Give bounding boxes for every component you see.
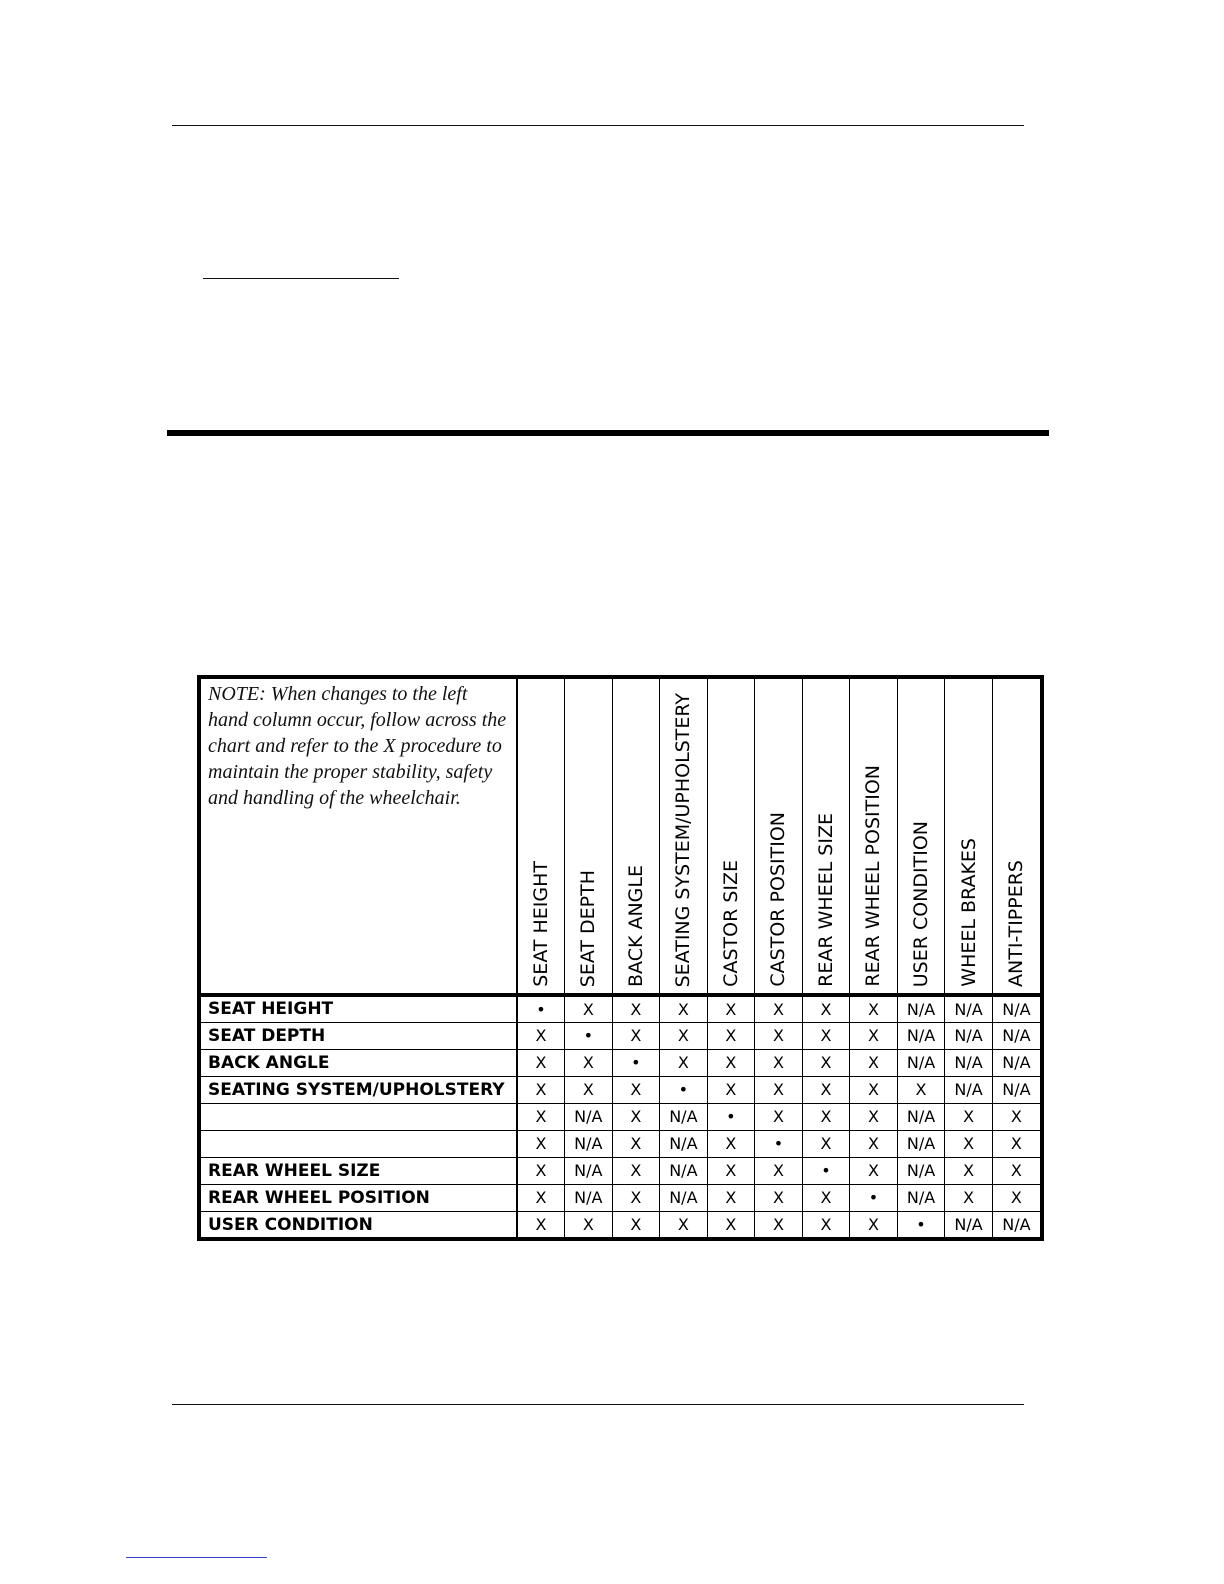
row-label: BACK ANGLE: [201, 1049, 517, 1076]
row-label: USER CONDITION: [201, 1211, 517, 1238]
table-cell: X: [850, 995, 898, 1022]
column-header-label: SEAT DEPTH: [577, 869, 600, 987]
table-cell: X: [850, 1049, 898, 1076]
table-cell: N/A: [897, 1022, 945, 1049]
header-divider: [172, 125, 1024, 126]
table-cell: X: [707, 1157, 755, 1184]
table-cell: X: [802, 1103, 850, 1130]
table-cell: X: [517, 1130, 565, 1157]
table-cell: N/A: [992, 1076, 1040, 1103]
table-body: [201, 995, 1040, 1238]
table-cell: X: [612, 1076, 660, 1103]
column-header: [755, 679, 803, 995]
table-cell: N/A: [897, 1130, 945, 1157]
table-cell: X: [612, 995, 660, 1022]
table-cell: •: [755, 1130, 803, 1157]
table-cell: •: [565, 1022, 613, 1049]
table-cell: X: [612, 1157, 660, 1184]
table-cell: X: [945, 1184, 993, 1211]
table-cell: X: [992, 1130, 1040, 1157]
table-cell: X: [802, 1184, 850, 1211]
table-cell: X: [517, 1211, 565, 1238]
column-header-label: BACK ANGLE: [624, 865, 647, 987]
table-cell: X: [992, 1103, 1040, 1130]
table-cell: X: [755, 1076, 803, 1103]
table-cell: X: [755, 1184, 803, 1211]
table-cell: X: [850, 1022, 898, 1049]
table-row: [201, 1022, 1040, 1049]
table-cell: N/A: [660, 1157, 708, 1184]
table-cell: X: [802, 1022, 850, 1049]
table-cell: X: [660, 1211, 708, 1238]
table-cell: X: [802, 1076, 850, 1103]
table-cell: X: [707, 1184, 755, 1211]
table-cell: N/A: [660, 1184, 708, 1211]
table-cell: X: [897, 1076, 945, 1103]
adjustment-table: [201, 679, 1040, 1238]
table-cell: N/A: [945, 1049, 993, 1076]
table-cell: X: [802, 995, 850, 1022]
table-cell: N/A: [945, 995, 993, 1022]
table-cell: N/A: [992, 1211, 1040, 1238]
table-cell: X: [707, 1076, 755, 1103]
column-header-label: REAR WHEEL SIZE: [814, 813, 837, 987]
table-cell: X: [755, 1211, 803, 1238]
table-cell: X: [850, 1211, 898, 1238]
table-cell: •: [612, 1049, 660, 1076]
footer-link-underline: [126, 1557, 267, 1558]
table-cell: X: [945, 1130, 993, 1157]
section-divider: [167, 430, 1049, 436]
column-header: [850, 679, 898, 995]
table-cell: N/A: [897, 1049, 945, 1076]
table-cell: X: [660, 1049, 708, 1076]
table-cell: X: [517, 1022, 565, 1049]
table-row: [201, 995, 1040, 1022]
row-label: REAR WHEEL SIZE: [201, 1157, 517, 1184]
column-header: [517, 679, 565, 995]
table-cell: N/A: [992, 1049, 1040, 1076]
row-label: [201, 1103, 517, 1130]
table-cell: •: [850, 1184, 898, 1211]
row-label: SEAT HEIGHT: [201, 995, 517, 1022]
table-cell: X: [612, 1022, 660, 1049]
table-cell: X: [660, 1022, 708, 1049]
table-cell: X: [565, 1076, 613, 1103]
table-cell: X: [945, 1157, 993, 1184]
column-header: [945, 679, 993, 995]
table-row: [201, 1157, 1040, 1184]
table-cell: N/A: [660, 1103, 708, 1130]
table-cell: N/A: [565, 1157, 613, 1184]
title-underline: [203, 278, 399, 279]
table-cell: N/A: [897, 1157, 945, 1184]
table-cell: X: [992, 1184, 1040, 1211]
column-header-label: WHEEL BRAKES: [957, 838, 980, 987]
table-cell: X: [707, 1049, 755, 1076]
table-cell: •: [660, 1076, 708, 1103]
column-header: [992, 679, 1040, 995]
column-header-label: CASTOR POSITION: [767, 812, 790, 987]
table-cell: X: [517, 1076, 565, 1103]
column-header-label: SEAT HEIGHT: [530, 861, 553, 987]
column-header: [660, 679, 708, 995]
table-cell: X: [612, 1130, 660, 1157]
table-row: [201, 1076, 1040, 1103]
table-cell: X: [850, 1130, 898, 1157]
table-cell: X: [755, 1157, 803, 1184]
table-cell: •: [897, 1211, 945, 1238]
table-cell: X: [517, 1157, 565, 1184]
column-header-label: REAR WHEEL POSITION: [862, 765, 885, 987]
row-label: SEAT DEPTH: [201, 1022, 517, 1049]
table-cell: X: [992, 1157, 1040, 1184]
table-cell: X: [517, 1049, 565, 1076]
adjustment-chart: [197, 675, 1044, 1241]
table-cell: X: [707, 1022, 755, 1049]
table-cell: X: [565, 1211, 613, 1238]
footer-divider: [172, 1404, 1024, 1405]
table-cell: N/A: [945, 1022, 993, 1049]
table-cell: X: [755, 1022, 803, 1049]
table-cell: X: [517, 1103, 565, 1130]
table-cell: X: [850, 1103, 898, 1130]
table-cell: X: [850, 1076, 898, 1103]
table-cell: N/A: [992, 995, 1040, 1022]
table-row: [201, 1130, 1040, 1157]
table-cell: X: [707, 995, 755, 1022]
column-header: [565, 679, 613, 995]
table-cell: N/A: [897, 995, 945, 1022]
chart-note: NOTE: When changes to the left hand column occur, follow across the chart and refer to the X procedure to maintain the proper stability, safety and handling of the wheelchair.: [201, 679, 517, 995]
table-cell: X: [517, 1184, 565, 1211]
column-header-label: CASTOR SIZE: [719, 860, 742, 987]
row-label: SEATING SYSTEM/UPHOLSTERY: [201, 1076, 517, 1103]
column-header: [802, 679, 850, 995]
table-cell: N/A: [897, 1103, 945, 1130]
table-cell: X: [612, 1211, 660, 1238]
column-header-row: [201, 679, 1040, 995]
table-cell: X: [612, 1103, 660, 1130]
table-cell: •: [802, 1157, 850, 1184]
table-cell: N/A: [565, 1130, 613, 1157]
row-label: REAR WHEEL POSITION: [201, 1184, 517, 1211]
column-header-label: ANTI-TIPPERS: [1005, 860, 1028, 987]
table-cell: X: [565, 1049, 613, 1076]
column-header-label: USER CONDITION: [910, 820, 933, 987]
table-cell: X: [707, 1211, 755, 1238]
column-header-label: SEATING SYSTEM/UPHOLSTERY: [672, 692, 695, 987]
table-cell: X: [707, 1130, 755, 1157]
table-cell: N/A: [992, 1022, 1040, 1049]
table-cell: X: [660, 995, 708, 1022]
table-cell: X: [850, 1157, 898, 1184]
table-cell: •: [707, 1103, 755, 1130]
table-cell: X: [565, 995, 613, 1022]
column-header: [707, 679, 755, 995]
table-cell: N/A: [565, 1103, 613, 1130]
table-row: [201, 1211, 1040, 1238]
table-cell: X: [802, 1211, 850, 1238]
column-header: [612, 679, 660, 995]
table-row: [201, 1049, 1040, 1076]
table-cell: N/A: [565, 1184, 613, 1211]
table-cell: N/A: [660, 1130, 708, 1157]
table-cell: X: [755, 1103, 803, 1130]
table-cell: N/A: [897, 1184, 945, 1211]
table-cell: X: [802, 1130, 850, 1157]
table-cell: X: [755, 1049, 803, 1076]
table-cell: N/A: [945, 1211, 993, 1238]
table-cell: X: [802, 1049, 850, 1076]
column-header: [897, 679, 945, 995]
table-row: [201, 1184, 1040, 1211]
table-row: [201, 1103, 1040, 1130]
table-cell: X: [612, 1184, 660, 1211]
table-cell: N/A: [945, 1076, 993, 1103]
table-cell: X: [755, 995, 803, 1022]
table-cell: X: [945, 1103, 993, 1130]
row-label: [201, 1130, 517, 1157]
table-cell: •: [517, 995, 565, 1022]
